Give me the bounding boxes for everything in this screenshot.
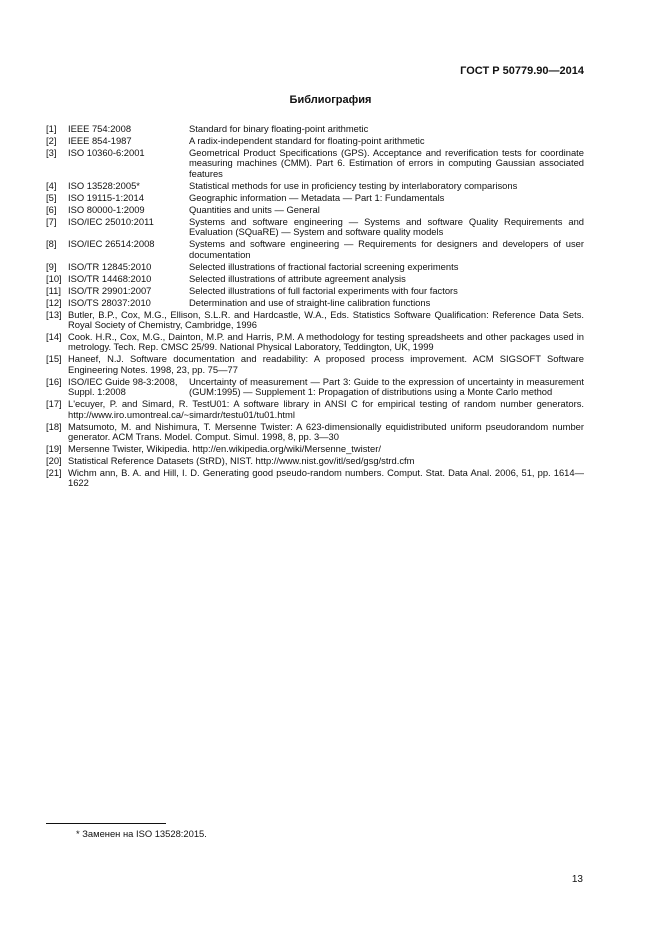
list-item	[46, 310, 584, 331]
footnote-divider	[46, 823, 166, 824]
ref-number: [20]	[46, 455, 62, 467]
list-item	[46, 239, 584, 260]
ref-number: [1]	[46, 123, 57, 134]
list-item	[46, 332, 584, 353]
page-title: Библиография	[289, 94, 372, 106]
ref-number: [7]	[46, 215, 57, 227]
ref-standard-line: Suppl. 1:2008	[68, 386, 126, 398]
ref-number: [18]	[46, 420, 62, 432]
ref-description: Geometrical Product Specifications (GPS). Acceptance and reverification tests for coordinate measuring machines (CMM). Part 6. Estimation of errors in computing Gaussian associated features	[189, 147, 584, 179]
list-item	[46, 262, 584, 272]
list-item	[46, 217, 584, 238]
ref-standard: IEEE 854-1987	[68, 135, 132, 146]
ref-standard	[68, 377, 189, 398]
ref-number: [3]	[46, 147, 57, 158]
ref-number: [9]	[46, 260, 57, 272]
list-item	[46, 124, 584, 134]
ref-number: [21]	[46, 467, 62, 479]
ref-citation: Wichm ann, B. A. and Hill, I. D. Generating good pseudo-random numbers. Comput. Stat. Data Anal. 2006, 51, pp. 1614—1622	[68, 467, 584, 489]
list-item	[46, 456, 584, 466]
ref-description: Geographic information — Metadata — Part 1: Fundamentals	[189, 191, 445, 203]
ref-citation: Butler, B.P., Cox, M.G., Ellison, S.L.R. and Hardcastle, W.A., Eds. Statistics Software Qualification: Reference Data Sets. Royal Society of Chemistry, Cambridge, 1996	[68, 308, 584, 331]
ref-description: Systems and software engineering — Systems and software Quality Requirements and Evaluation (SQuaRE) — System and software quality models	[189, 215, 584, 238]
ref-number: [12]	[46, 296, 62, 308]
ref-number: [14]	[46, 331, 62, 343]
list-item	[46, 422, 584, 443]
list-item	[46, 286, 584, 296]
ref-description: Standard for binary floating-point arithmetic	[189, 123, 369, 134]
list-item	[46, 274, 584, 284]
ref-citation: Cook. H.R., Cox, M.G., Dainton, M.P. and Harris, P.M. A methodology for testing spreadsheets and other packages used in metrology. Tech. Rep. CMSC 25/99. National Physical Laboratory, Teddington, UK, 1999	[68, 331, 584, 353]
ref-standard: ISO/TR 12845:2010	[68, 260, 152, 272]
ref-description: Determination and use of straight-line calibration functions	[189, 296, 431, 308]
ref-number: [16]	[46, 375, 62, 387]
ref-description: Selected illustrations of fractional factorial screening experiments	[189, 260, 459, 272]
ref-standard: ISO/TR 29901:2007	[68, 284, 152, 296]
ref-citation: L'ecuyer, P. and Simard, R. TestU01: A software library in ANSI C for empirical testing of random number generators. http://www.iro.umontreal.ca/~simardr/testu01/tu01.html	[68, 398, 584, 420]
ref-standard: ISO/IEC 25010:2011	[68, 215, 154, 227]
ref-number: [11]	[46, 284, 61, 296]
ref-number: [19]	[46, 443, 62, 455]
ref-standard: ISO/TR 14468:2010	[68, 272, 152, 284]
ref-description: Uncertainty of measurement — Part 3: Guide to the expression of uncertainty in measurement (GUM:1995) — Supplement 1: Propagation of distributions using a Monte Carlo method	[189, 375, 584, 398]
list-item	[46, 148, 584, 179]
bibliography-list	[46, 124, 584, 490]
ref-description: Selected illustrations of attribute agreement analysis	[189, 272, 406, 284]
ref-description: Selected illustrations of full factorial experiments with four factors	[189, 284, 458, 296]
list-item	[46, 205, 584, 215]
ref-description: A radix-independent standard for floating-point arithmetic	[189, 135, 425, 146]
list-item	[46, 399, 584, 420]
list-item	[46, 377, 584, 398]
list-item	[46, 468, 584, 489]
ref-number: [17]	[46, 398, 62, 410]
ref-standard: ISO/IEC 26514:2008	[68, 238, 155, 250]
ref-standard: ISO 80000-1:2009	[68, 203, 145, 215]
page-number: 13	[571, 874, 583, 885]
ref-citation: Statistical Reference Datasets (StRD), NIST. http://www.nist.gov/itl/sed/gsg/strd.cfm	[68, 455, 415, 467]
list-item	[46, 181, 584, 191]
ref-standard-line: ISO/IEC Guide 98-3:2008,	[68, 375, 178, 387]
ref-citation: Matsumoto, M. and Nishimura, T. Mersenne Twister: A 623-dimensionally equidistributed uniform pseudorandom number generator. ACM Trans. Model. Comput. Simul. 1998, 8, pp. 3—30	[68, 420, 584, 443]
ref-standard: ISO 19115-1:2014	[68, 191, 144, 203]
ref-standard: ISO 10360-6:2001	[68, 147, 145, 158]
ref-standard: ISO/TS 28037:2010	[68, 296, 151, 308]
ref-standard: ISO 13528:2005*	[68, 179, 140, 191]
list-item	[46, 444, 584, 454]
footnote: * Заменен на ISO 13528:2015.	[76, 828, 207, 839]
list-item	[46, 136, 584, 146]
ref-citation: Haneef, N.J. Software documentation and readability: A proposed process improvement. ACM SIGSOFT Software Engineering Notes. 1998, 23, pp. 75—77	[68, 353, 584, 375]
ref-number: [4]	[46, 179, 57, 191]
list-item	[46, 193, 584, 203]
ref-description: Systems and software engineering — Requirements for designers and developers of user documentation	[189, 238, 584, 260]
ref-number: [8]	[46, 238, 57, 250]
document-code: ГОСТ Р 50779.90—2014	[460, 65, 584, 77]
ref-number: [5]	[46, 191, 57, 203]
ref-number: [6]	[46, 203, 57, 215]
ref-number: [13]	[46, 308, 62, 320]
ref-number: [15]	[46, 353, 62, 365]
ref-standard: IEEE 754:2008	[68, 123, 132, 134]
ref-description: Statistical methods for use in proficiency testing by interlaboratory comparisons	[189, 179, 518, 191]
ref-number: [2]	[46, 135, 57, 146]
ref-description: Quantities and units — General	[189, 203, 320, 215]
list-item	[46, 354, 584, 375]
list-item	[46, 298, 584, 308]
ref-citation: Mersenne Twister, Wikipedia. http://en.wikipedia.org/wiki/Mersenne_twister/	[68, 443, 381, 455]
ref-number: [10]	[46, 272, 62, 284]
